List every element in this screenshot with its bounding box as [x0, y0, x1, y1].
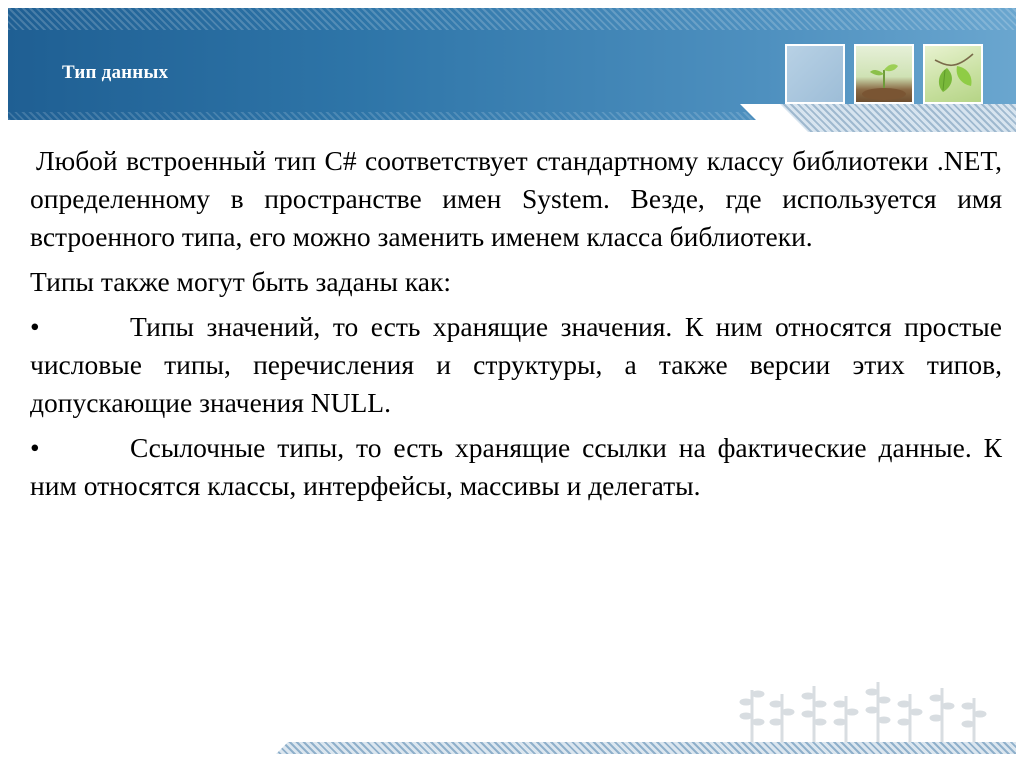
body-paragraph: Любой встроенный тип C# соответствует стандартному классу библиотеки .NET, определенному в пространстве имен System. Везде, где используется имя встроенного типа, его можно заменить именем класса библиотеки. [30, 145, 1002, 252]
bullet-marker: • [30, 432, 40, 463]
blue-square-thumbnail [785, 44, 845, 104]
bullet-marker: • [30, 311, 40, 342]
bullet-item [30, 429, 1002, 505]
header-hatch-pattern [8, 8, 1016, 30]
bullet-item [30, 308, 1002, 422]
body-paragraph: Типы также могут быть заданы как: [30, 266, 451, 297]
slide-title: Тип данных [62, 62, 169, 83]
sprout-icon [856, 46, 912, 102]
plants-watermark-icon [732, 672, 1012, 742]
sprout-soil-thumbnail [854, 44, 914, 104]
leaves-icon [925, 46, 981, 102]
bullet-text: Типы значений, то есть хранящие значения. К ним относятся простые числовые типы, перечисления и структуры, а также версии этих типов, допускающие значения NULL. [30, 311, 1002, 418]
slide-header [0, 0, 1024, 132]
green-leaves-thumbnail [923, 44, 983, 104]
footer-hatch-pattern [272, 742, 1016, 754]
bullet-text: Ссылочные типы, то есть хранящие ссылки на фактические данные. К ним относятся классы, интерфейсы, массивы и делегаты. [30, 432, 1002, 501]
slide-body [30, 142, 1002, 512]
header-notch-pattern [768, 104, 1016, 132]
